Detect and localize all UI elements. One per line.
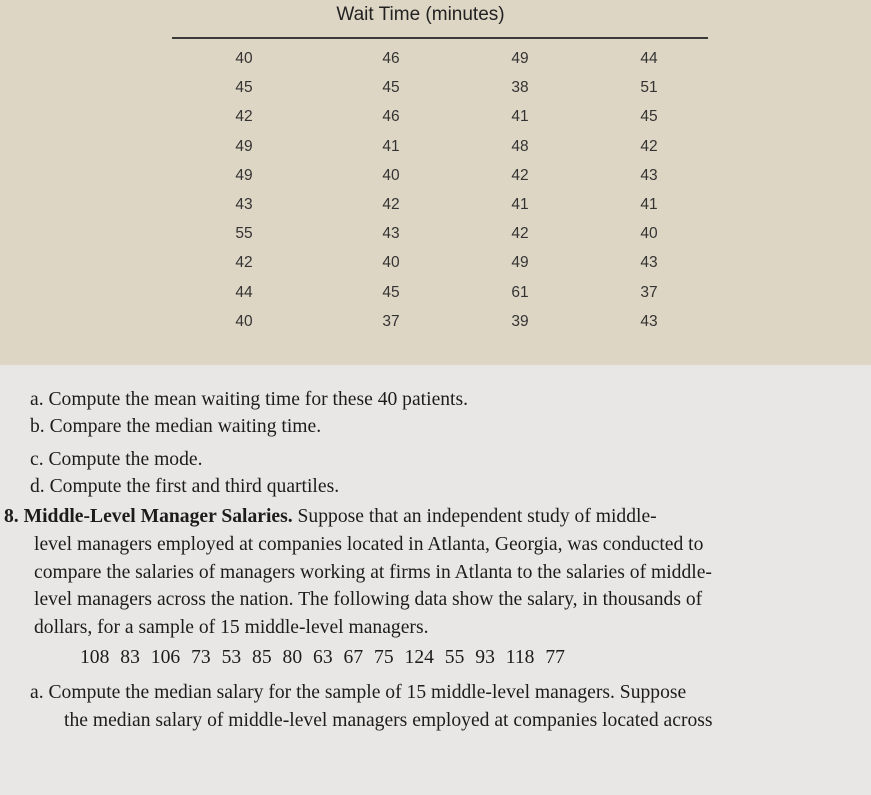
table-cell: 41: [511, 108, 529, 126]
question-7c: c. Compute the mode.: [30, 449, 203, 470]
table-cell: 45: [382, 283, 400, 301]
table-cell: 44: [640, 50, 658, 67]
table-cell: 43: [640, 312, 658, 330]
table-cell: 40: [382, 166, 400, 184]
table-cell: 41: [640, 195, 658, 213]
table-title: Wait Time (minutes): [336, 4, 505, 25]
table-cell: 46: [382, 50, 400, 67]
question-8a-line-2: the median salary of middle-level managers employed at companies located across: [64, 710, 713, 731]
table-cell: 40: [640, 225, 658, 243]
table-cell: 55: [235, 225, 253, 243]
table-column-1: [209, 44, 279, 336]
question-8a-line-1: a. Compute the median salary for the sample of 15 middle-level managers. Suppose: [30, 682, 687, 703]
table-column-2: [356, 44, 426, 336]
table-column-4: [614, 44, 684, 336]
table-cell: 44: [235, 283, 253, 301]
problem-title: Middle-Level Manager Salaries.: [23, 506, 293, 527]
table-cell: 42: [235, 254, 253, 272]
table-cell: 43: [235, 195, 253, 213]
problem-text: Suppose that an independent study of middle-: [297, 506, 657, 527]
table-cell: 40: [235, 312, 253, 330]
table-cell: 43: [640, 254, 658, 272]
table-cell: 42: [382, 195, 400, 213]
table-cell: 37: [640, 283, 658, 301]
table-cell: 42: [511, 166, 529, 184]
table-cell: 46: [382, 108, 400, 126]
table-cell: 43: [382, 225, 400, 243]
table-cell: 45: [382, 79, 400, 97]
table-cell: 41: [511, 195, 529, 213]
table-cell: 42: [640, 137, 658, 155]
problem-text: dollars, for a sample of 15 middle-level managers.: [34, 617, 429, 638]
table-cell: 45: [235, 79, 253, 97]
problem-text: level managers across the nation. The following data show the salary, in thousands of: [34, 589, 703, 610]
problem-number: 8.: [4, 506, 19, 527]
table-cell: 40: [382, 254, 400, 272]
table-cell: 43: [640, 166, 658, 184]
table-cell: 49: [235, 166, 253, 184]
question-7d: d. Compute the first and third quartiles.: [30, 476, 340, 497]
table-cell: 37: [382, 312, 400, 330]
question-7a: a. Compute the mean waiting time for these 40 patients.: [30, 389, 469, 410]
table-cell: 48: [511, 137, 529, 155]
table-cell: 45: [640, 108, 658, 126]
table-cell: 49: [511, 50, 529, 67]
table-cell: 39: [511, 312, 529, 330]
table-cell: 49: [511, 254, 529, 272]
table-cell: 42: [511, 225, 529, 243]
problem-text: level managers employed at companies located in Atlanta, Georgia, was conducted to: [34, 534, 704, 555]
table-cell: 41: [382, 137, 400, 155]
problem-8-first-line: [4, 504, 657, 530]
table-shaded-panel: [0, 0, 871, 365]
table-cell: 61: [511, 283, 529, 301]
question-7b: b. Compare the median waiting time.: [30, 416, 322, 437]
table-cell: 49: [235, 137, 253, 155]
table-cell: 51: [640, 79, 658, 97]
problem-text: compare the salaries of managers working at firms in Atlanta to the salaries of middle-: [34, 562, 712, 583]
table-cell: 42: [235, 108, 253, 126]
table-cell: 38: [511, 79, 529, 97]
table-column-3: [485, 44, 555, 336]
table-header-rule: [172, 37, 708, 39]
table-cell: 40: [235, 50, 253, 67]
salary-data: 108 83 106 73 53 85 80 63 67 75 124 55 93 118 77: [80, 647, 565, 668]
